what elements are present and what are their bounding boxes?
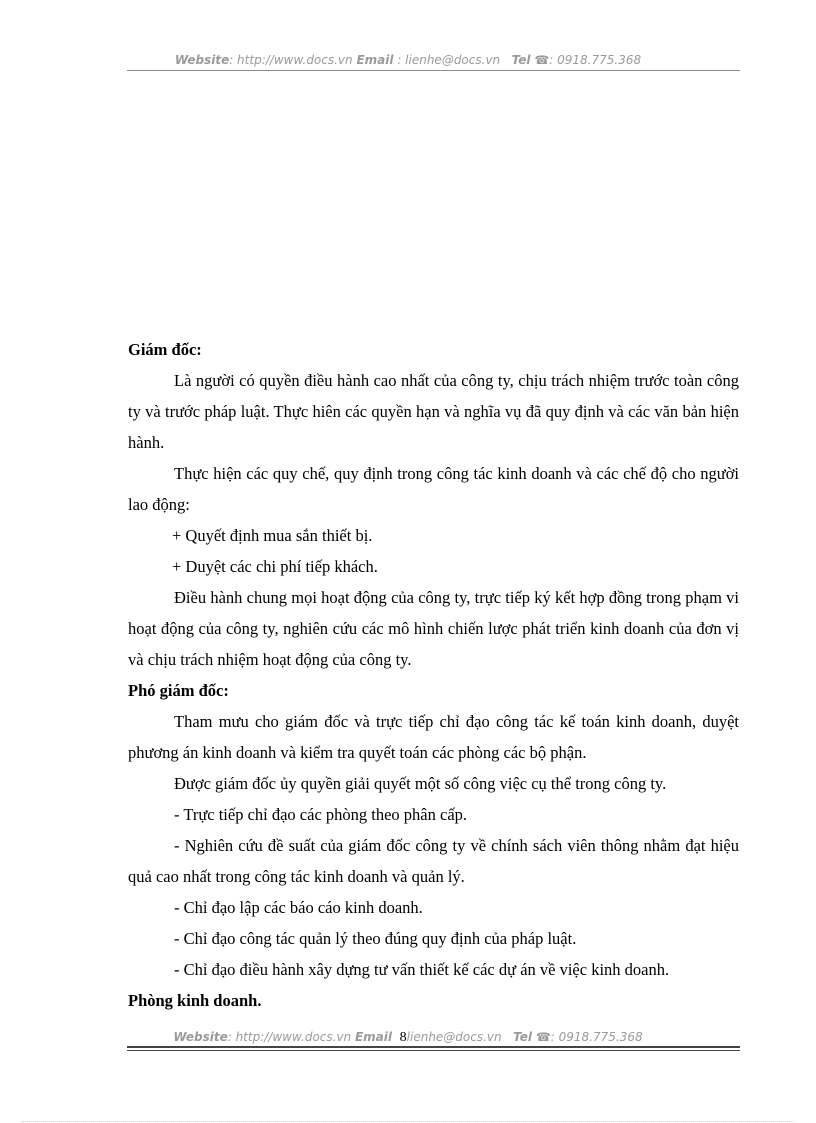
footer-website-url[interactable]: : http://www.docs.vn: [227, 1030, 355, 1044]
list-item: + Quyết định mua sắn thiết bị.: [172, 526, 373, 545]
paragraph: Thực hiện các quy chế, quy định trong công tác kinh doanh và các chế độ cho người lao động:: [128, 464, 739, 514]
paragraph: Điều hành chung mọi hoạt động của công ty, trực tiếp ký kết hợp đồng trong phạm vi hoạt động của công ty, nghiên cứu các mô hình chiến lược phát triển kinh doanh của đơn vị và chịu trách nhiệm hoạt động của công ty.: [128, 588, 739, 669]
footer-email-label: Email: [354, 1030, 393, 1044]
page-number: 8: [399, 1030, 407, 1045]
footer-email-value[interactable]: lienhe@docs.vn: [406, 1030, 502, 1044]
list-item: - Trực tiếp chỉ đạo các phòng theo phân cấp.: [174, 805, 468, 824]
document-body: [128, 334, 739, 1016]
footer-website-label: Website: [173, 1030, 228, 1044]
phone-icon: ☎: [534, 53, 550, 67]
paragraph: Tham mưu cho giám đốc và trực tiếp chỉ đạo công tác kế toán kinh doanh, duyệt phương án kinh doanh và kiểm tra quyết toán các phòng các bộ phận.: [128, 712, 739, 762]
footer-divider-thin: [127, 1050, 740, 1051]
list-item: - Nghiên cứu đề suất của giám đốc công ty về chính sách viên thông nhằm đạt hiệu quả cao nhất trong công tác kinh doanh và quản lý.: [128, 836, 739, 886]
paragraph: Được giám đốc ủy quyền giải quyết một số công việc cụ thể trong công ty.: [174, 774, 667, 793]
phone-icon: ☎: [535, 1030, 551, 1044]
list-item: + Duyệt các chi phí tiếp khách.: [172, 557, 378, 576]
header-website-url[interactable]: : http://www.docs.vn: [229, 53, 357, 67]
page-header: [0, 53, 816, 67]
section-heading-business-dept: Phòng kinh doanh.: [128, 991, 262, 1010]
list-item: - Chỉ đạo điều hành xây dựng tư vấn thiết kế các dự án về việc kinh doanh.: [174, 960, 670, 979]
section-heading-director: Giám đốc:: [128, 340, 202, 359]
section-heading-deputy-director: Phó giám đốc:: [128, 681, 229, 700]
footer-tel-value: : 0918.775.368: [550, 1030, 643, 1044]
header-tel-value: : 0918.775.368: [549, 53, 642, 67]
paragraph: Là người có quyền điều hành cao nhất của công ty, chịu trách nhiệm trước toàn công ty và trước pháp luật. Thực hiên các quyền hạn và nghĩa vụ đã quy định và các văn bản hiện hành.: [128, 371, 739, 452]
footer-tel-label: Tel: [513, 1030, 532, 1044]
header-email-value[interactable]: : lienhe@docs.vn: [393, 53, 501, 67]
page-edge-dotted-line: [22, 1121, 794, 1122]
header-email-label: Email: [356, 53, 394, 67]
header-tel-label: Tel: [511, 53, 531, 67]
header-website-label: Website: [174, 53, 230, 67]
footer-divider-thick: [127, 1046, 740, 1048]
list-item: - Chỉ đạo lập các báo cáo kinh doanh.: [174, 898, 423, 917]
list-item: - Chỉ đạo công tác quản lý theo đúng quy định của pháp luật.: [174, 929, 577, 948]
header-divider: [127, 70, 740, 71]
page-footer: [0, 1030, 816, 1046]
